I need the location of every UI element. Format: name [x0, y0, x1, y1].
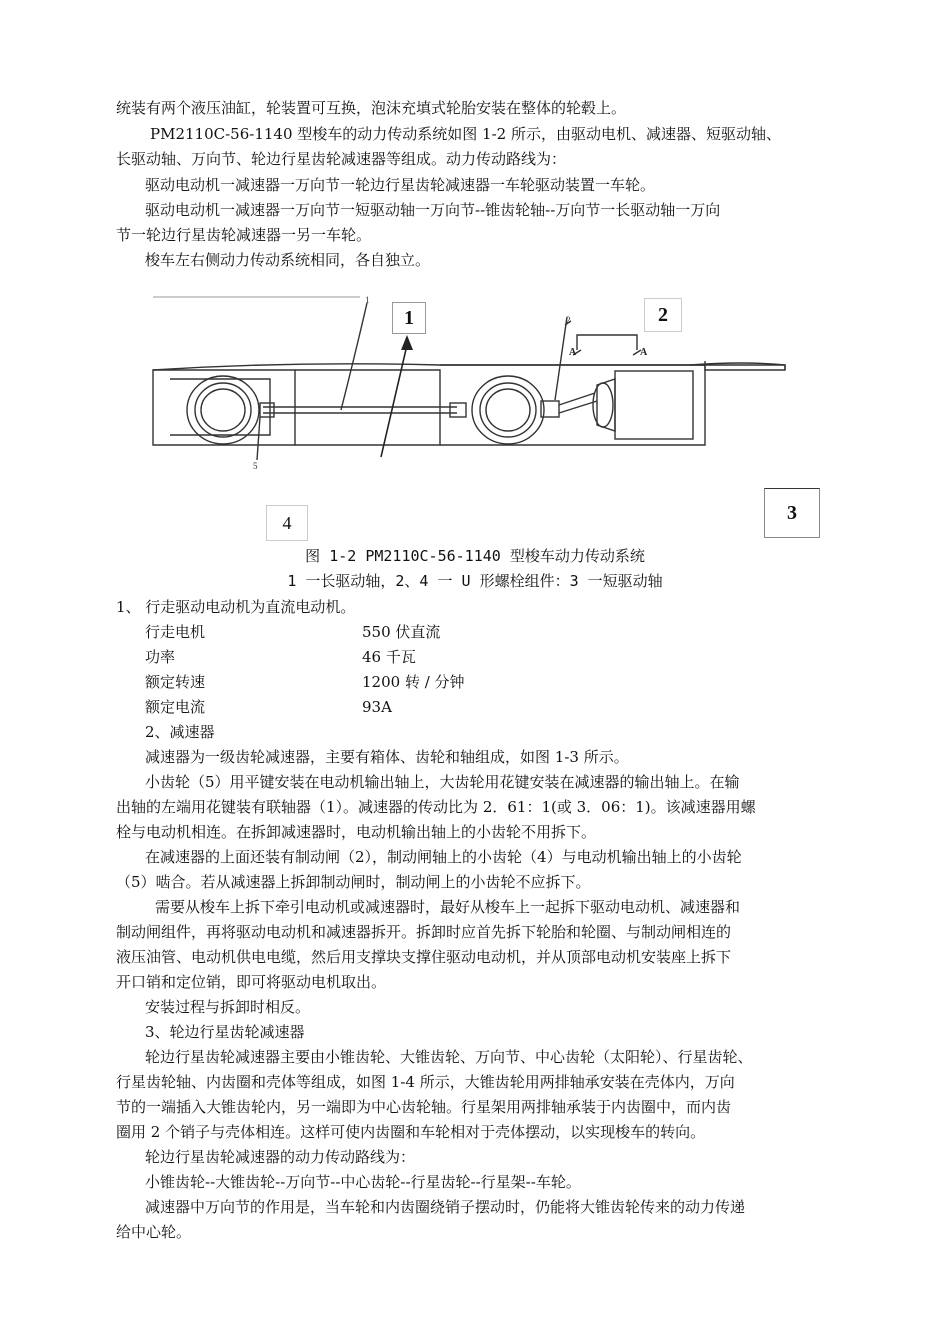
- text-line: 减速器中万向节的作用是，当车轮和内齿圈绕销子摆动时，仍能将大锥齿轮传来的动力传递: [145, 1198, 746, 1216]
- section-heading: 3、轮边行星齿轮减速器: [145, 1023, 305, 1041]
- callout-4: 4: [266, 505, 308, 541]
- text-line: 在减速器的上面还装有制动闸（2），制动闸轴上的小齿轮（4）与电动机输出轴上的小齿轮: [145, 848, 742, 866]
- spec-value: 46 千瓦: [362, 648, 416, 666]
- text-line: 出轴的左端用花键装有联轴器（1）。减速器的传动比为 2．61：1(或 3．06：1)。该减速器用螺: [116, 798, 756, 816]
- label-section-a-left: A: [569, 347, 577, 358]
- label-small-5: 5: [253, 461, 258, 471]
- text-line: PM2110C-56-1140 型梭车的动力传动系统如图 1-2 所示，由驱动电机、减速器、短驱动轴、: [150, 125, 781, 143]
- spec-label: 功率: [145, 648, 176, 666]
- text-line: 梭车左右侧动力传动系统相同，各自独立。: [145, 251, 431, 269]
- callout-1: 1: [392, 302, 426, 334]
- text-line: 节一轮边行星齿轮减速器一另一车轮。: [116, 226, 372, 244]
- text-line: 驱动电动机一减速器一万向节一轮边行星齿轮减速器一车轮驱动装置一车轮。: [145, 176, 656, 194]
- label-small-1: 1: [365, 295, 370, 305]
- text-line: 小齿轮（5）用平键安装在电动机输出轴上，大齿轮用花键安装在减速器的输出轴上。在输: [145, 773, 740, 791]
- text-line: 驱动电动机一减速器一万向节一短驱动轴一万向节--锥齿轮轴--万向节一长驱动轴一万向: [145, 201, 721, 219]
- text-line: 行星齿轮轴、内齿圈和壳体等组成，如图 1-4 所示，大锥齿轮用两排轴承安装在壳体内，万向: [116, 1073, 735, 1091]
- figure-caption: 图 1-2 PM2110C-56-1140 型梭车动力传动系统: [305, 547, 645, 565]
- spec-value: 93A: [362, 698, 392, 716]
- text-line: 圈用 2 个销子与壳体相连。这样可使内齿圈和车轮相对于壳体摆动，以实现梭车的转向。: [116, 1123, 706, 1141]
- spec-label: 额定转速: [145, 673, 206, 691]
- spec-label: 额定电流: [145, 698, 206, 716]
- drivetrain-diagram: [145, 295, 825, 540]
- callout-3: 3: [764, 488, 820, 538]
- text-line: 安装过程与拆卸时相反。: [145, 998, 311, 1016]
- text-line: 减速器为一级齿轮减速器，主要有箱体、齿轮和轴组成，如图 1-3 所示。: [145, 748, 629, 766]
- text-line: 给中心轮。: [116, 1223, 192, 1241]
- text-line: 统装有两个液压油缸，轮装置可互换，泡沫充填式轮胎安装在整体的轮毂上。: [116, 99, 627, 117]
- text-line: 轮边行星齿轮减速器主要由小锥齿轮、大锥齿轮、万向节、中心齿轮（太阳轮）、行星齿轮、: [145, 1048, 753, 1066]
- text-line: 制动闸组件，再将驱动电动机和减速器拆开。拆卸时应首先拆下轮胎和轮圈、与制动闸相连的: [116, 923, 732, 941]
- section-heading: 1、 行走驱动电动机为直流电动机。: [116, 598, 356, 616]
- label-section-a-right: A: [640, 347, 648, 358]
- text-line: 液压油管、电动机供电电缆，然后用支撑块支撑住驱动电动机，并从顶部电动机安装座上拆下: [116, 948, 732, 966]
- text-line: 小锥齿轮--大锥齿轮--万向节--中心齿轮--行星齿轮--行星架--车轮。: [145, 1173, 581, 1191]
- spec-value: 1200 转 / 分钟: [362, 673, 465, 691]
- text-line: 需要从梭车上拆下牵引电动机或减速器时，最好从梭车上一起拆下驱动电动机、减速器和: [155, 898, 741, 916]
- text-line: 栓与电动机相连。在拆卸减速器时，电动机输出轴上的小齿轮不用拆下。: [116, 823, 597, 841]
- section-heading: 2、减速器: [145, 723, 215, 741]
- callout-2: 2: [644, 298, 682, 332]
- label-small-2: 2: [566, 315, 571, 325]
- figure-legend: 1 一长驱动轴，2、4 一 U 形螺栓组件：3 一短驱动轴: [287, 572, 663, 590]
- text-line: 轮边行星齿轮减速器的动力传动路线为：: [145, 1148, 416, 1166]
- text-line: 长驱动轴、万向节、轮边行星齿轮减速器等组成。动力传动路线为：: [116, 150, 567, 168]
- text-line: （5）啮合。若从减速器上拆卸制动闸时，制动闸上的小齿轮不应拆下。: [116, 873, 591, 891]
- spec-value: 550 伏直流: [362, 623, 441, 641]
- text-line: 开口销和定位销，即可将驱动电机取出。: [116, 973, 387, 991]
- text-line: 节的一端插入大锥齿轮内，另一端即为中心齿轮轴。行星架用两排轴承装于内齿圈中，而内齿: [116, 1098, 732, 1116]
- spec-label: 行走电机: [145, 623, 206, 641]
